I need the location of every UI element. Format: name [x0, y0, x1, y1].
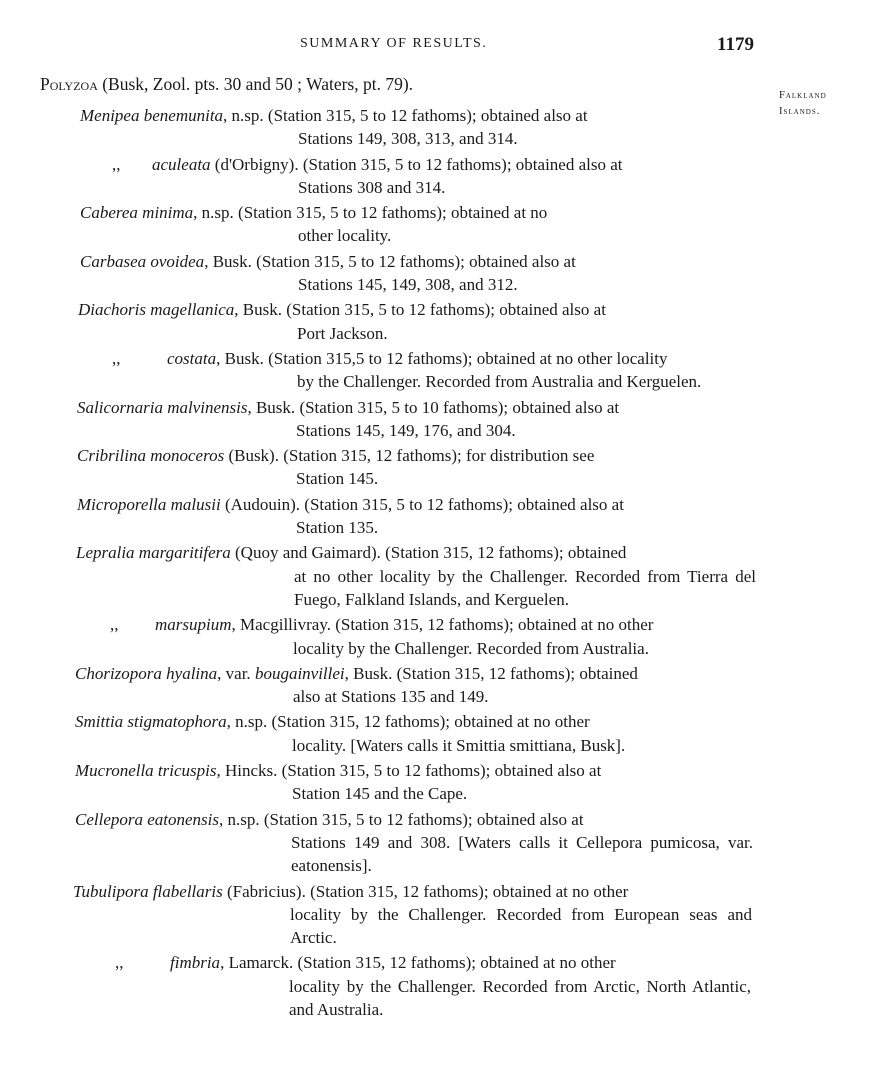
ditto-mark: ,,: [112, 154, 121, 174]
entry-continuation: also at Stations 135 and 149.: [293, 687, 489, 707]
species-author: (Busk).: [224, 446, 279, 466]
entry-head: [0, 396, 880, 419]
species-author: , Busk.: [204, 251, 252, 271]
entry-text: (Station 315, 12 fathoms); obtained at no other: [305, 881, 629, 901]
species-name: Carbasea ovoidea: [80, 251, 205, 271]
entry-continuation: by the Challenger. Recorded from Australia and Kerguelen.: [297, 372, 702, 392]
ditto-mark: ,,: [115, 953, 124, 973]
entry-continuation: other locality.: [298, 226, 392, 246]
species-entry: [0, 880, 880, 950]
entry-head: [0, 298, 880, 321]
species-name: Cellepora eatonensis: [75, 809, 220, 829]
entry-text: (Station 315, 12 fathoms); obtained at no other: [293, 953, 616, 973]
entry-head: [0, 808, 880, 831]
species-author: , n.sp.: [219, 809, 260, 829]
species-name: Diachoris magellanica: [78, 300, 235, 320]
species-entry: [0, 541, 880, 611]
species-list: [0, 104, 880, 1023]
entry-text: (Station 315, 5 to 12 fathoms); obtained at no: [233, 203, 548, 223]
species-author: (Quoy and Gaimard).: [230, 543, 381, 563]
species-entry: [0, 710, 880, 757]
entry-head: [0, 104, 880, 127]
entry-text: (Station 315, 5 to 10 fathoms); obtained also at: [295, 397, 620, 417]
species-name: Microporella malusii: [77, 494, 221, 514]
entry-head: [0, 613, 880, 636]
species-author: , Macgillivray.: [231, 615, 331, 635]
species-author: , Busk.: [234, 300, 283, 320]
species-entry: [0, 298, 880, 345]
entry-text: (Station 315, 12 fathoms); obtained at no other: [330, 615, 654, 635]
species-name: Chorizopora hyalina: [75, 663, 218, 683]
entry-continuation: Stations 145, 149, 308, and 312.: [298, 275, 518, 295]
species-author: , Busk.: [216, 348, 264, 368]
species-author: , n.sp.: [223, 106, 264, 125]
species-name: Tubulipora flabellaris: [73, 881, 223, 901]
margin-note-line: Islands.: [779, 106, 821, 117]
species-author: (Audouin).: [220, 494, 301, 514]
species-name: Lepralia margaritifera: [76, 543, 231, 563]
species-author: , Hincks.: [216, 761, 278, 781]
entry-text: (Station 315, 5 to 12 fathoms); obtained also at: [300, 494, 624, 514]
entry-head: [0, 493, 880, 516]
species-entry: [0, 347, 880, 394]
entry-head: [0, 951, 880, 974]
species-entry: [0, 951, 880, 1021]
page-number: 1179: [717, 34, 754, 55]
species-entry: [0, 613, 880, 660]
species-entry: [0, 201, 880, 248]
species-name: Cribrilina monoceros: [77, 446, 225, 466]
species-name: Menipea benemunita: [80, 106, 224, 125]
species-name: aculeata: [152, 154, 211, 174]
variety-author: , Busk.: [344, 663, 393, 683]
species-name: fimbria: [170, 953, 221, 973]
species-entry: [0, 662, 880, 709]
entry-continuation: at no other locality by the Challenger. Recorded from Tierra del Fuego, Falkland Islands, and Kerguelen.: [294, 566, 756, 609]
species-entry: [0, 396, 880, 443]
entry-head: [0, 710, 880, 733]
species-name: costata: [167, 348, 217, 368]
ditto-mark: ,,: [110, 615, 119, 635]
species-entry: [0, 444, 880, 491]
species-author: (d'Orbigny).: [210, 154, 299, 174]
entry-text: (Station 315, 5 to 12 fathoms); obtained also at: [251, 251, 576, 271]
species-author: , n.sp.: [226, 712, 268, 732]
entry-text: (Station 315,5 to 12 fathoms); obtained at no other locality: [263, 348, 668, 368]
entry-head: [0, 759, 880, 782]
entry-continuation: Station 145 and the Cape.: [292, 784, 468, 804]
species-author: , Lamarck.: [220, 953, 294, 973]
entry-continuation: Port Jackson.: [297, 323, 388, 343]
entry-continuation: Stations 145, 149, 176, and 304.: [296, 420, 516, 440]
entry-text: (Station 315, 5 to 12 fathoms); obtained also at: [298, 154, 623, 174]
species-entry: [0, 759, 880, 806]
section-title: Polyzoa: [40, 74, 98, 94]
section-heading: [40, 74, 413, 95]
entry-continuation: Station 145.: [296, 469, 379, 489]
entry-continuation: Stations 149, 308, 313, and 314.: [298, 129, 518, 149]
entry-text: (Station 315, 5 to 12 fathoms); obtained also at: [282, 300, 606, 320]
entry-head: [0, 201, 880, 224]
entry-text: (Station 315, 12 fathoms); obtained: [380, 543, 627, 563]
variety-name: bougainvillei: [254, 663, 345, 683]
species-entry: [0, 808, 880, 878]
entry-continuation: locality. [Waters calls it Smittia smittiana, Busk].: [292, 735, 626, 755]
species-entry: [0, 250, 880, 297]
species-entry: [0, 493, 880, 540]
ditto-mark: ,,: [112, 348, 121, 368]
species-entry: [0, 153, 880, 200]
entry-head: [0, 444, 880, 467]
species-name: Caberea minima: [80, 203, 194, 223]
entry-continuation: locality by the Challenger. Recorded from Arctic, North Atlantic, and Australia.: [289, 976, 751, 1019]
species-author: , var.: [217, 663, 255, 683]
entry-head: [0, 880, 880, 903]
entry-head: [0, 347, 880, 370]
entry-text: (Station 315, 5 to 12 fathoms); obtained also at: [263, 106, 588, 125]
section-refs: (Busk, Zool. pts. 30 and 50 ; Waters, pt. 79).: [97, 74, 414, 94]
entry-text: (Station 315, 12 fathoms); for distribution see: [278, 446, 595, 466]
entry-head: [0, 662, 880, 685]
entry-head: [0, 541, 880, 564]
entry-head: [0, 153, 880, 176]
entry-continuation: Stations 149 and 308. [Waters calls it Cellepora pumicosa, var. eatonensis].: [291, 832, 753, 876]
species-name: Smittia stigmatophora: [75, 712, 227, 732]
running-head: SUMMARY OF RESULTS.: [300, 36, 488, 51]
species-name: Mucronella tricuspis: [75, 761, 217, 781]
entry-continuation: Stations 308 and 314.: [298, 177, 446, 197]
entry-text: (Station 315, 5 to 12 fathoms); obtained also at: [259, 809, 584, 829]
species-entry: [0, 104, 880, 151]
entry-continuation: locality by the Challenger. Recorded from Australia.: [293, 638, 649, 658]
entry-continuation: Station 135.: [296, 518, 379, 538]
entry-continuation: locality by the Challenger. Recorded from European seas and Arctic.: [290, 904, 752, 948]
margin-note-line: Falkland: [779, 90, 827, 101]
species-name: marsupium: [155, 615, 232, 635]
species-author: , Busk.: [247, 397, 296, 417]
species-author: , n.sp.: [193, 203, 234, 223]
species-author: (Fabricius).: [222, 881, 306, 901]
entry-text: (Station 315, 12 fathoms); obtained at no other: [267, 712, 590, 732]
species-name: Salicornaria malvinensis: [77, 397, 248, 417]
entry-text: (Station 315, 5 to 12 fathoms); obtained also at: [277, 761, 602, 781]
entry-head: [0, 250, 880, 273]
entry-text: (Station 315, 12 fathoms); obtained: [392, 663, 638, 683]
